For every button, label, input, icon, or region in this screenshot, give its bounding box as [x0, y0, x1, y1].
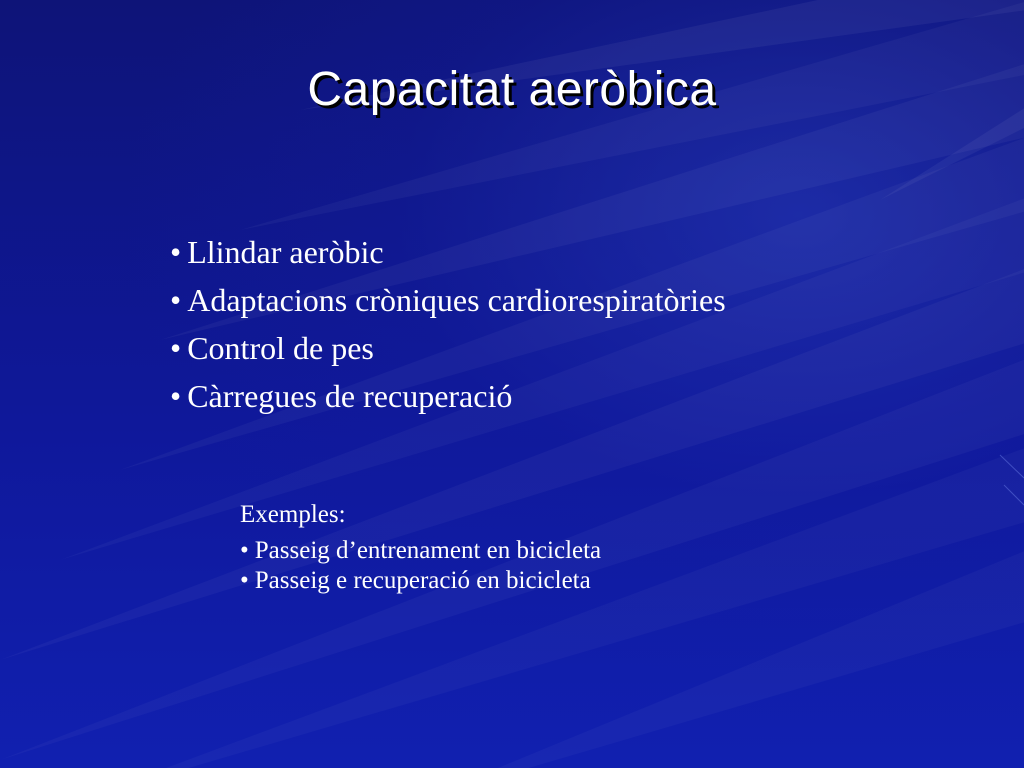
list-item	[170, 372, 726, 420]
slide-title: Capacitat aeròbica	[307, 63, 717, 116]
list-item-text: Control de pes	[187, 330, 374, 366]
list-item-text: Passeig d’entrenament en bicicleta	[254, 537, 602, 564]
list-item-text: Adaptacions cròniques cardiorespiratòries	[187, 282, 726, 318]
bullet-icon: •	[170, 378, 182, 414]
bullet-icon: •	[170, 282, 182, 318]
list-item-text: Passeig e recuperació en bicicleta	[254, 567, 591, 594]
list-item	[170, 324, 726, 372]
list-item	[240, 566, 601, 596]
bullet-icon: •	[170, 234, 182, 270]
list-item	[170, 228, 726, 276]
bullet-icon: •	[240, 567, 249, 594]
bullet-icon: •	[170, 330, 182, 366]
examples-list	[240, 536, 601, 596]
list-item	[170, 276, 726, 324]
list-item-text: Càrregues de recuperació	[187, 378, 513, 414]
examples-heading: Exemples:	[240, 501, 346, 528]
list-item	[240, 536, 601, 566]
bullet-list	[170, 228, 726, 420]
list-item-text: Llindar aeròbic	[187, 234, 384, 270]
bullet-icon: •	[240, 537, 249, 564]
